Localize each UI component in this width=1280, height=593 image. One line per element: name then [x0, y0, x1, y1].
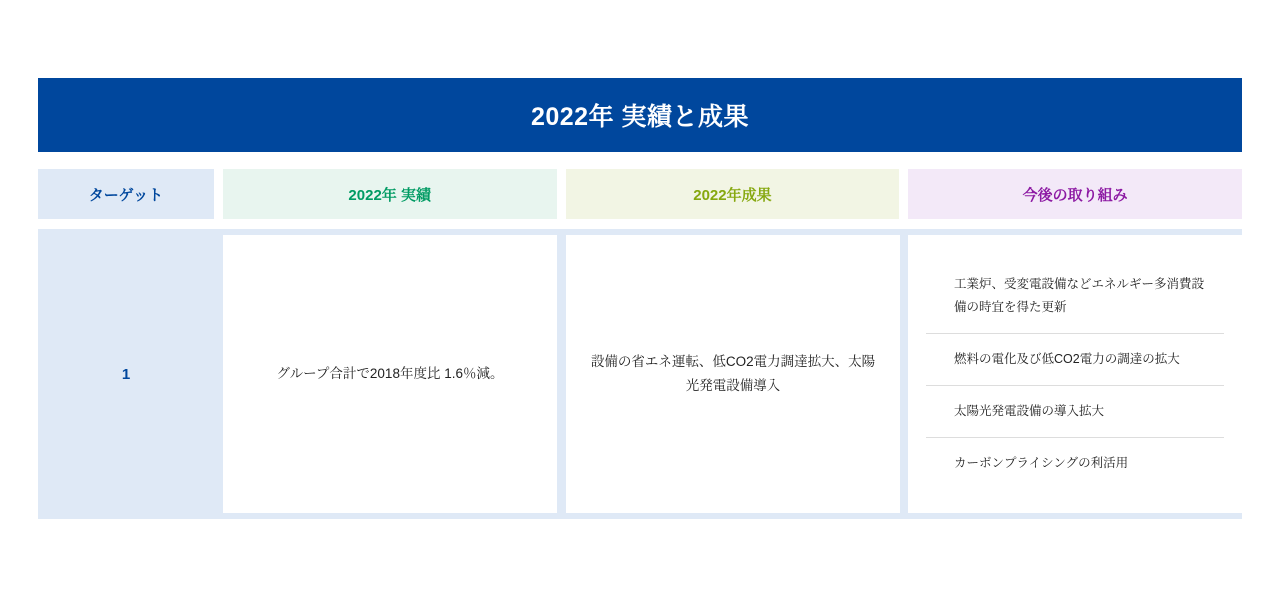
- column-header-target: ターゲット: [38, 169, 214, 219]
- list-item: カーボンプライシングの利活用: [954, 456, 1129, 471]
- cell-outcomes: [566, 235, 900, 513]
- cell-results-text: グループ合計で2018年度比 1.6％減。: [276, 366, 504, 382]
- cell-outcomes-text: 設備の省エネ運転、低CO2電力調達拡大、太陽光発電設備導入: [590, 354, 876, 393]
- column-header-outcomes: 2022年成果: [566, 169, 900, 219]
- table-header-row: [38, 169, 1242, 219]
- cell-future: [908, 235, 1242, 513]
- column-header-future: 今後の取り組み: [908, 169, 1242, 219]
- table-row: [38, 229, 1242, 519]
- page-title: 2022年 実績と成果: [530, 103, 750, 131]
- cell-results: [223, 235, 557, 513]
- slide-title-bar: [38, 78, 1242, 152]
- future-action-list: [926, 235, 1224, 513]
- list-item: 太陽光発電設備の導入拡大: [926, 386, 1224, 438]
- list-item: 工業炉、受変電設備などエネルギー多消費設備の時宜を得た更新: [926, 259, 1224, 334]
- cell-target-number: 1: [121, 365, 131, 383]
- list-item: 燃料の電化及び低CO2電力の調達の拡大: [926, 334, 1224, 386]
- column-header-results: 2022年 実績: [223, 169, 557, 219]
